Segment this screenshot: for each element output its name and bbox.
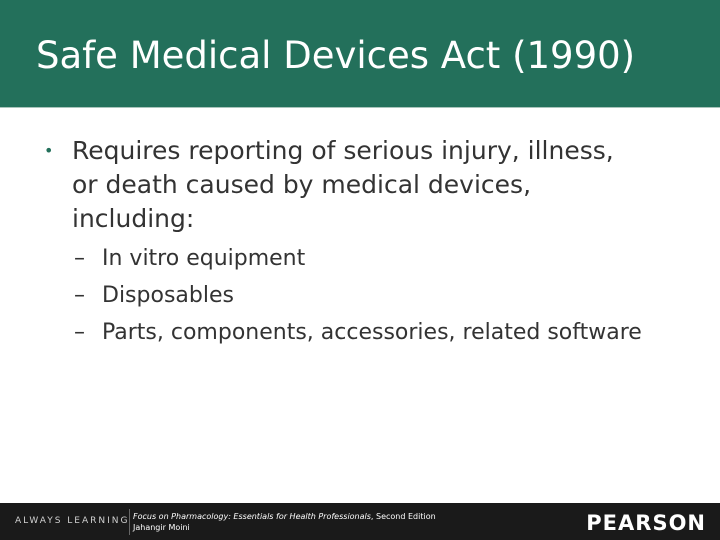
sub-bullet-item <box>74 318 654 348</box>
dash-icon: – <box>74 283 85 308</box>
slide-title: Safe Medical Devices Act (1990) <box>36 34 636 77</box>
always-learning-label: ALWAYS LEARNING <box>15 516 130 526</box>
dash-icon: – <box>74 320 85 345</box>
sub-bullet-text: In vitro equipment <box>102 246 306 271</box>
book-edition: , Second Edition <box>370 512 436 521</box>
pearson-logo: PEARSON <box>586 511 706 535</box>
main-bullet <box>44 134 644 236</box>
book-credit <box>133 511 436 533</box>
dash-icon: – <box>74 246 85 271</box>
sub-bullet-text: Parts, components, accessories, related software <box>102 320 642 345</box>
sub-bullet-item <box>74 244 654 274</box>
sub-bullet-list <box>74 244 654 355</box>
book-author: Jahangir Moini <box>133 523 190 532</box>
footer-bar <box>0 503 720 540</box>
book-title: Focus on Pharmacology: Essentials for Health Professionals <box>133 512 371 521</box>
footer-divider <box>129 509 130 535</box>
bullet-dot-icon: • <box>44 141 54 160</box>
sub-bullet-text: Disposables <box>102 283 234 308</box>
title-bar <box>0 0 720 108</box>
main-bullet-text: Requires reporting of serious injury, illness, or death caused by medical devices, including: <box>72 136 614 233</box>
sub-bullet-item <box>74 281 654 311</box>
